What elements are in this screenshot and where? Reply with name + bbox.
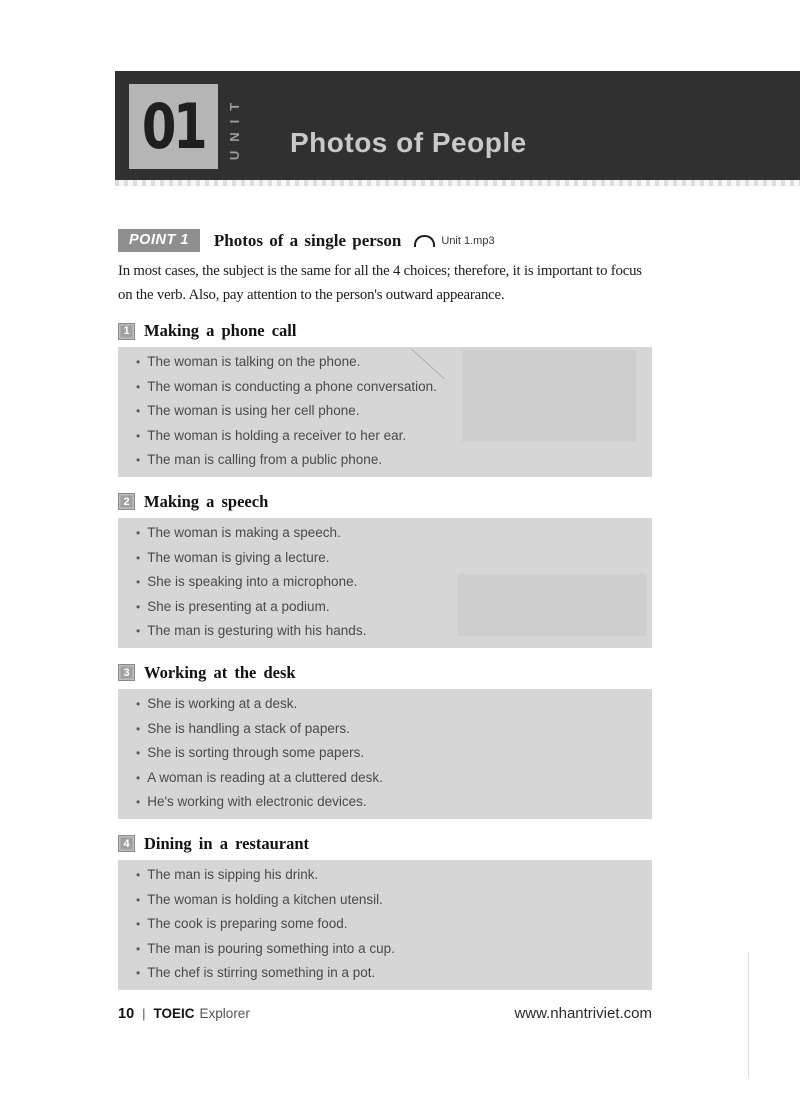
unit-number: 01 <box>142 89 205 163</box>
topic-number-badge: 2 <box>118 493 135 510</box>
topic-heading <box>118 491 652 513</box>
audio-file-label: Unit 1.mp3 <box>441 234 495 247</box>
topic-heading <box>118 662 652 684</box>
phrase-item: • She is sorting through some papers. <box>136 741 636 766</box>
phrase-box <box>118 860 652 990</box>
unit-vertical-label: UNIT <box>227 93 242 161</box>
phrase-item: • She is working at a desk. <box>136 692 636 717</box>
point-title: Photos of a single person <box>213 230 402 250</box>
footer-book-info <box>118 1006 250 1022</box>
topic-section-desk <box>118 662 652 819</box>
page-content <box>118 229 652 990</box>
topic-title: Dining in a restaurant <box>144 833 310 853</box>
book-title: TOEIC <box>153 1006 195 1021</box>
unit-banner <box>115 71 800 180</box>
phrase-item: • The chef is stirring something in a pot. <box>136 961 636 986</box>
book-subtitle: Explorer <box>199 1006 250 1021</box>
topic-number-badge: 3 <box>118 664 135 681</box>
point-header <box>118 229 652 252</box>
headphone-icon <box>414 235 435 247</box>
phrase-item: • The man is pouring something into a cup. <box>136 937 636 962</box>
topic-number-badge: 4 <box>118 835 135 852</box>
phrase-item: • The woman is making a speech. <box>136 521 636 546</box>
topic-heading <box>118 320 652 342</box>
phrase-item: • She is presenting at a podium. <box>136 595 636 620</box>
topic-title: Making a phone call <box>144 321 297 340</box>
topic-heading <box>118 833 652 855</box>
phrase-item: • She is handling a stack of papers. <box>136 717 636 742</box>
phrase-item: • The woman is conducting a phone conversation. <box>136 375 636 400</box>
topic-section-restaurant <box>118 833 652 990</box>
phrase-box <box>118 689 652 819</box>
phrase-box <box>118 518 652 648</box>
phrase-list <box>136 863 636 986</box>
topic-number-badge: 1 <box>118 323 135 340</box>
phrase-item: • He's working with electronic devices. <box>136 790 636 815</box>
phrase-box <box>118 347 652 477</box>
unit-number-box <box>129 84 218 169</box>
page-number: 10 <box>118 1006 135 1022</box>
footer-separator: | <box>142 1006 146 1021</box>
phrase-item: • A woman is reading at a cluttered desk. <box>136 766 636 791</box>
page-footer <box>118 1005 652 1022</box>
phrase-item: • The woman is holding a kitchen utensil. <box>136 888 636 913</box>
phrase-item: • The cook is preparing some food. <box>136 912 636 937</box>
phrase-item: • The woman is holding a receiver to her ear. <box>136 424 636 449</box>
topic-title: Working at the desk <box>144 662 296 682</box>
topic-title: Making a speech <box>144 491 269 511</box>
phrase-item: • The woman is giving a lecture. <box>136 546 636 571</box>
phrase-item: • The woman is using her cell phone. <box>136 399 636 424</box>
phrase-item: • The woman is talking on the phone. <box>136 350 636 375</box>
phrase-item: • She is speaking into a microphone. <box>136 570 636 595</box>
topic-section-speech <box>118 491 652 648</box>
topic-section-phone-call <box>118 320 652 477</box>
phrase-list <box>136 521 636 644</box>
phrase-item: • The man is gesturing with his hands. <box>136 619 636 644</box>
unit-title: Photos of People <box>290 127 527 158</box>
phrase-item: • The man is calling from a public phone. <box>136 448 636 473</box>
intro-paragraph: In most cases, the subject is the same for all the 4 choices; therefore, it is important to focus on the verb. Also, pay attention to the person's outward appearance. <box>118 263 642 303</box>
phrase-item: • The man is sipping his drink. <box>136 863 636 888</box>
scan-artifact-line <box>748 952 749 1078</box>
point-badge: POINT 1 <box>118 229 200 252</box>
phrase-list <box>136 692 636 815</box>
phrase-list <box>136 350 636 473</box>
publisher-website: www.nhantriviet.com <box>514 1005 652 1022</box>
